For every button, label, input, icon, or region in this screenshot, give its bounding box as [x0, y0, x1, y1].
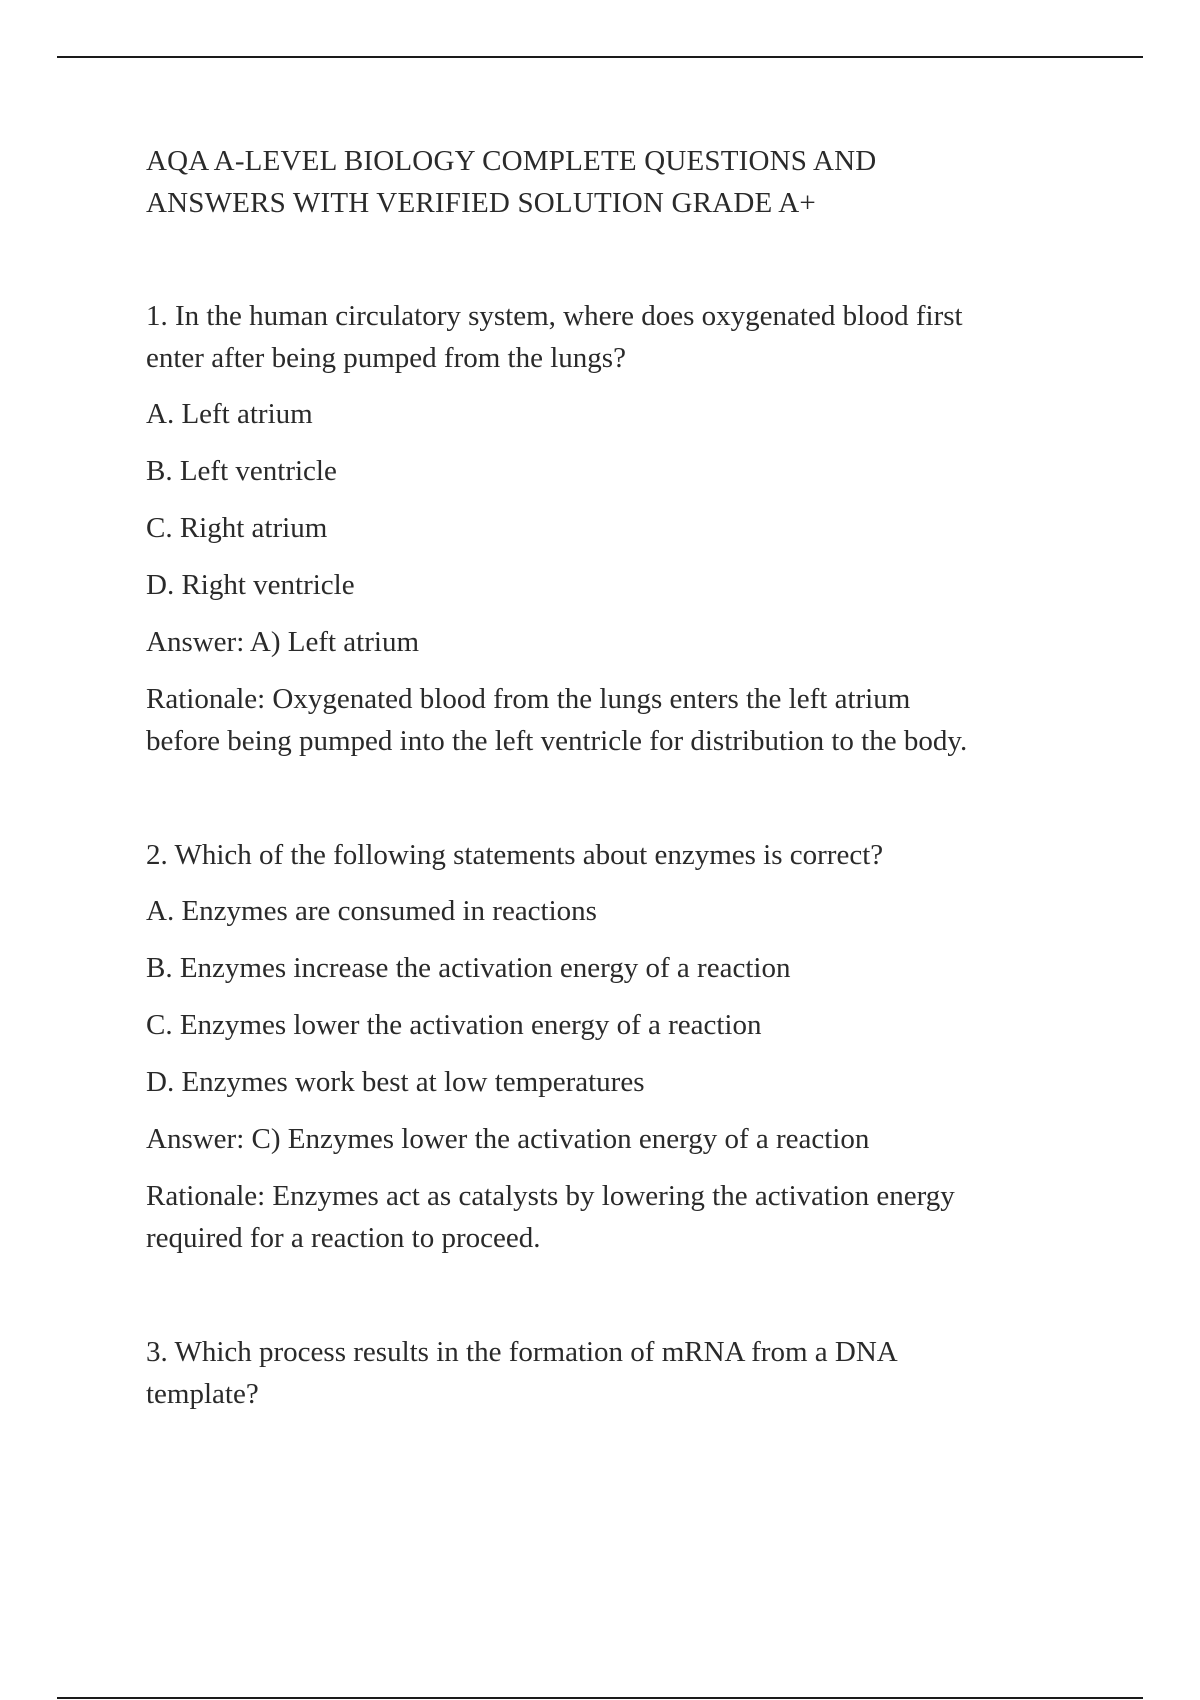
question-2-option-a: A. Enzymes are consumed in reactions	[146, 895, 597, 927]
question-1	[146, 295, 1106, 762]
document-body	[146, 140, 1106, 1415]
question-2	[146, 834, 1106, 1259]
question-2-answer: Answer: C) Enzymes lower the activation energy of a reaction	[146, 1123, 870, 1155]
question-1-option-a: A. Left atrium	[146, 398, 313, 430]
top-rule	[57, 56, 1143, 58]
question-2-option-c: C. Enzymes lower the activation energy of a reaction	[146, 1009, 762, 1041]
question-2-rationale-line-1: Rationale: Enzymes act as catalysts by lowering the activation energy	[146, 1180, 955, 1212]
question-1-rationale-line-2: before being pumped into the left ventricle for distribution to the body.	[146, 725, 968, 757]
question-1-text-line-2: enter after being pumped from the lungs?	[146, 342, 626, 374]
question-2-rationale	[146, 1175, 1106, 1259]
question-3-text	[146, 1331, 1106, 1415]
document-title-line-2: ANSWERS WITH VERIFIED SOLUTION GRADE A+	[146, 187, 816, 219]
question-1-rationale	[146, 678, 1106, 762]
document-title-line-1: AQA A-LEVEL BIOLOGY COMPLETE QUESTIONS AND	[146, 145, 877, 177]
question-3-text-line-1: 3. Which process results in the formation of mRNA from a DNA	[146, 1336, 898, 1368]
question-1-text-line-1: 1. In the human circulatory system, where does oxygenated blood first	[146, 300, 963, 332]
question-1-option-c: C. Right atrium	[146, 512, 328, 544]
bottom-rule	[57, 1697, 1143, 1699]
question-1-option-b: B. Left ventricle	[146, 455, 337, 487]
question-1-text	[146, 295, 1106, 379]
question-2-option-d: D. Enzymes work best at low temperatures	[146, 1066, 645, 1098]
question-1-rationale-line-1: Rationale: Oxygenated blood from the lungs enters the left atrium	[146, 683, 911, 715]
question-2-rationale-line-2: required for a reaction to proceed.	[146, 1222, 541, 1254]
question-1-answer: Answer: A) Left atrium	[146, 626, 420, 658]
question-2-option-b: B. Enzymes increase the activation energy of a reaction	[146, 952, 791, 984]
question-2-text: 2. Which of the following statements about enzymes is correct?	[146, 839, 884, 871]
question-3-text-line-2: template?	[146, 1378, 259, 1410]
question-3	[146, 1331, 1106, 1415]
document-title	[146, 140, 1106, 224]
question-1-option-d: D. Right ventricle	[146, 569, 355, 601]
